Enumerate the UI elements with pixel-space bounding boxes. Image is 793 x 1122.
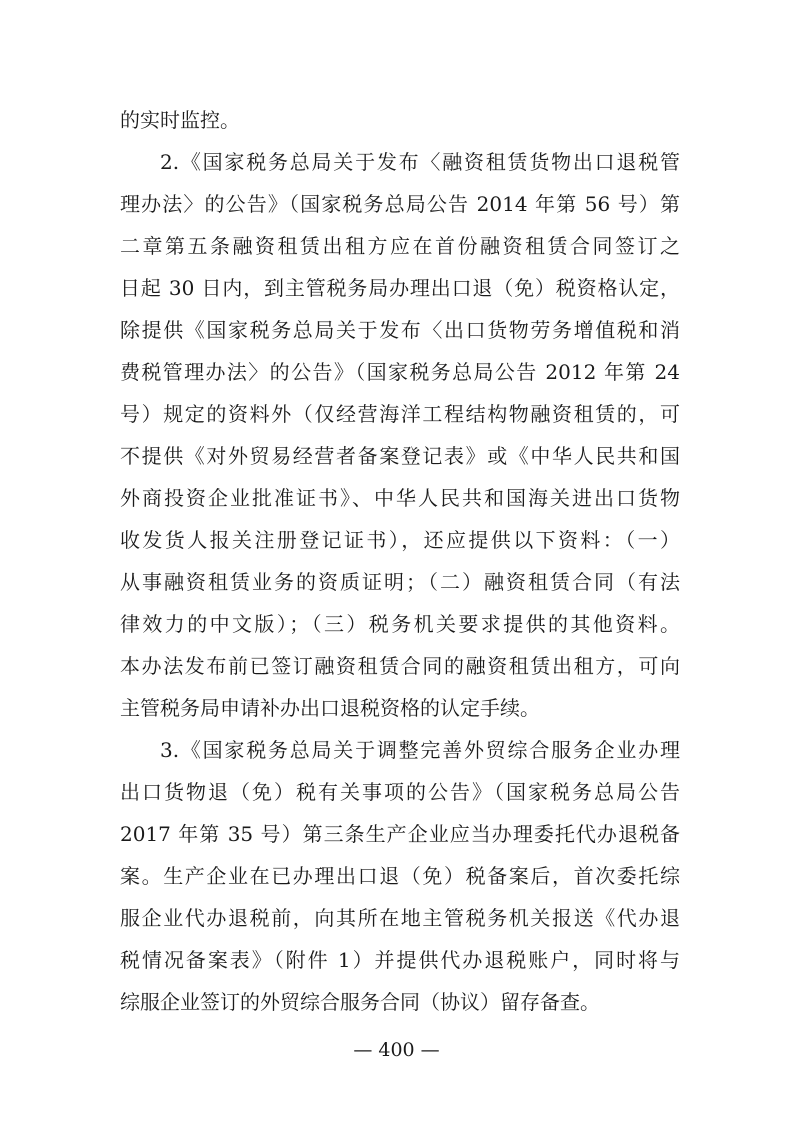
text-line: 费税管理办法〉的公告》（国家税务总局公告 2012 年第 24 (120, 360, 680, 384)
text-line: 主管税务局申请补办出口退税资格的认定手续。 (120, 696, 540, 720)
page-number: — 400 — (353, 1039, 440, 1061)
text-line: 不提供《对外贸易经营者备案登记表》或《中华人民共和国 (120, 444, 680, 468)
text-line: 理办法〉的公告》（国家税务总局公告 2014 年第 56 号）第 (120, 192, 680, 216)
text-line: 的实时监控。 (120, 108, 240, 132)
text-line: 律效力的中文版）；（三）税务机关要求提供的其他资料。 (120, 612, 680, 636)
text-line: 从事融资租赁业务的资质证明；（二）融资租赁合同（有法 (120, 570, 680, 594)
text-line: 外商投资企业批准证书》、中华人民共和国海关进出口货物 (120, 486, 680, 510)
text-line: 综服企业签订的外贸综合服务合同（协议）留存备查。 (120, 990, 600, 1014)
text-line: 3.《国家税务总局关于调整完善外贸综合服务企业办理 (160, 738, 680, 762)
text-line: 出口货物退（免）税有关事项的公告》（国家税务总局公告 (120, 780, 680, 804)
text-line: 收发货人报关注册登记证书），还应提供以下资料：（一） (120, 528, 680, 552)
text-line: 税情况备案表》（附件 1）并提供代办退税账户，同时将与 (120, 948, 680, 972)
text-line: 2.《国家税务总局关于发布〈融资租赁货物出口退税管 (160, 150, 680, 174)
text-line: 本办法发布前已签订融资租赁合同的融资租赁出租方，可向 (120, 654, 680, 678)
text-line: 2017 年第 35 号）第三条生产企业应当办理委托代办退税备 (120, 822, 680, 846)
text-line: 除提供《国家税务总局关于发布〈出口货物劳务增值税和消 (120, 318, 680, 342)
text-line: 日起 30 日内，到主管税务局办理出口退（免）税资格认定， (120, 276, 680, 300)
text-line: 号）规定的资料外（仅经营海洋工程结构物融资租赁的，可 (120, 402, 680, 426)
text-line: 案。生产企业在已办理出口退（免）税备案后，首次委托综 (120, 864, 680, 888)
text-line: 服企业代办退税前，向其所在地主管税务机关报送《代办退 (120, 906, 680, 930)
text-line: 二章第五条融资租赁出租方应在首份融资租赁合同签订之 (120, 234, 680, 258)
